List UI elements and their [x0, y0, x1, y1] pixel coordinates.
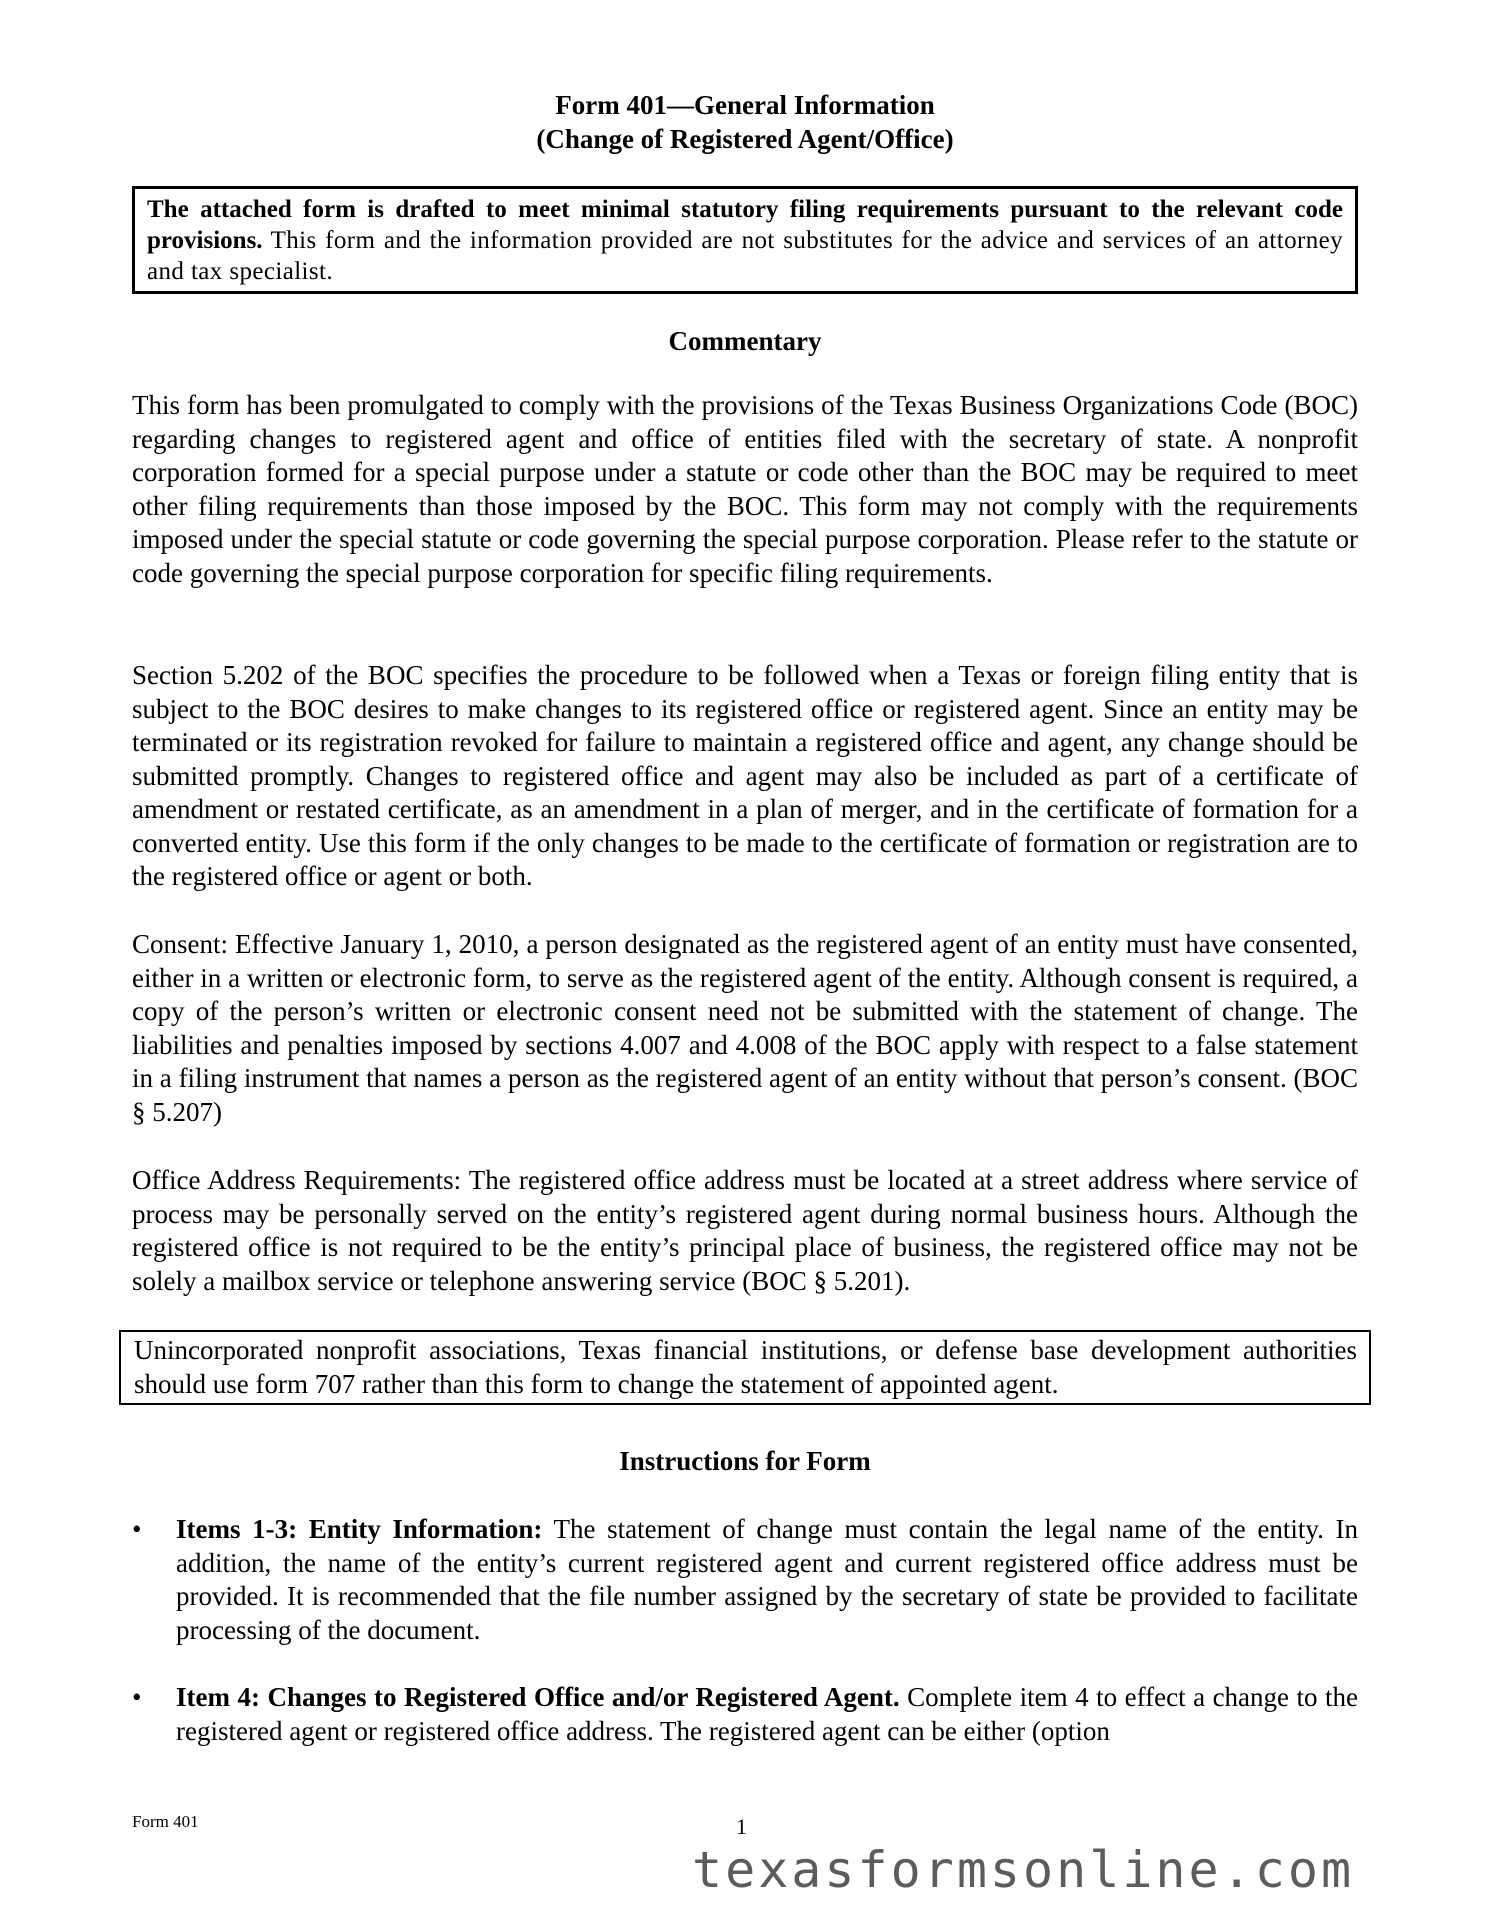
instruction-item-entity-information	[132, 1513, 1358, 1647]
form-707-note-box: Unincorporated nonprofit associations, Texas financial institutions, or defense base development authorities should use form 707 rather than this form to change the statement of appointed agent.	[119, 1330, 1371, 1405]
title-line-1: Form 401—General Information	[555, 90, 935, 120]
commentary-heading: Commentary	[668, 326, 822, 356]
instruction-item-body: The statement of change must contain the legal name of the entity. In addition, the name of the entity’s current registered agent and current registered office address must be provided. It is recommended that the file number assigned by the secretary of state be provided to facilitate processing of the document.	[176, 1514, 1358, 1645]
instruction-item-text	[176, 1681, 1358, 1748]
disclaimer-text: This form and the information provided are not substitutes for the advice and services of an attorney and tax specialist.	[147, 227, 1343, 285]
bullet-icon: •	[132, 1514, 142, 1544]
instructions-heading: Instructions for Form	[619, 1446, 871, 1476]
disclaimer-bold-text: The attached form is drafted to meet minimal statutory filing requirements pursuant to the relevant code provisions.	[147, 196, 1343, 254]
commentary-paragraph-1: This form has been promulgated to comply with the provisions of the Texas Business Organizations Code (BOC) regarding changes to registered agent and office of entities filed with the secretary of state. A nonprofit corporation formed for a special purpose under a statute or code other than the BOC may be required to meet other filing requirements than those imposed by the BOC. This form may not comply with the requirements imposed under the special statute or code governing the special purpose corporation. Please refer to the statute or code governing the special purpose corporation for specific filing requirements.	[132, 390, 1358, 588]
page-title	[132, 88, 1358, 156]
instruction-item-label: Item 4: Changes to Registered Office and/or Registered Agent.	[176, 1682, 900, 1712]
consent-paragraph: Consent: Effective January 1, 2010, a person designated as the registered agent of an entity must have consented, either in a written or electronic form, to serve as the registered agent of the entity. Although consent is required, a copy of the person’s written or electronic consent need not be submitted with the statement of change. The liabilities and penalties imposed by sections 4.007 and 4.008 of the BOC apply with respect to a false statement in a filing instrument that names a person as the registered agent of an entity without that person’s consent. (BOC § 5.207)	[132, 929, 1358, 1127]
page-number: 1	[736, 1814, 747, 1839]
instruction-item-label: Items 1-3: Entity Information:	[176, 1514, 543, 1544]
footer-form-label: Form 401	[132, 1812, 199, 1831]
instruction-item-text	[176, 1513, 1358, 1647]
disclaimer-box	[132, 186, 1358, 294]
instruction-item-body: Complete item 4 to effect a change to the registered agent or registered office address. The registered agent can be either (option	[176, 1682, 1359, 1746]
title-line-2: (Change of Registered Agent/Office)	[536, 124, 954, 154]
bullet-icon: •	[132, 1682, 142, 1712]
commentary-paragraph-2: Section 5.202 of the BOC specifies the procedure to be followed when a Texas or foreign filing entity that is subject to the BOC desires to make changes to its registered office or registered agent. Since an entity may be terminated or its registration revoked for failure to maintain a registered office and agent, any change should be submitted promptly. Changes to registered office and agent may also be included as part of a certificate of amendment or restated certificate, as an amendment in a plan of merger, and in the certificate of formation for a converted entity. Use this form if the only changes to be made to the certificate of formation or registration are to the registered office or agent or both.	[132, 660, 1358, 891]
instruction-item-registered-office-agent	[132, 1681, 1358, 1748]
office-address-paragraph: Office Address Requirements: The registered office address must be located at a street address where service of process may be personally served on the entity’s registered agent during normal business hours. Although the registered office is not required to be the entity’s principal place of business, the registered office may not be solely a mailbox service or telephone answering service (BOC § 5.201).	[132, 1165, 1358, 1296]
watermark: texasformsonline.com	[692, 1841, 1355, 1899]
